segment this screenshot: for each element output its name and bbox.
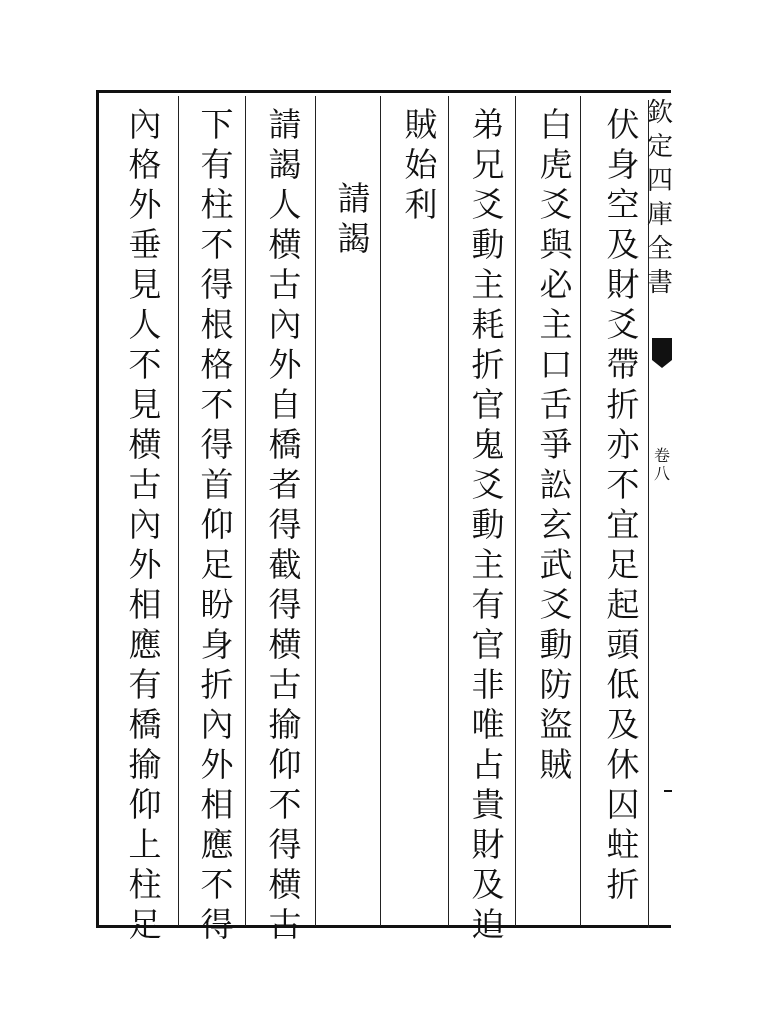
text-character: 與: [539, 225, 573, 264]
text-column-8: [196, 105, 238, 948]
text-character: 不: [200, 385, 234, 424]
text-character: 低: [606, 665, 640, 704]
text-character: 得: [200, 425, 234, 464]
margin-char: 卷: [653, 446, 670, 465]
text-character: 垂: [128, 225, 162, 264]
text-character: 仰: [128, 785, 162, 824]
margin-char: 庫: [646, 200, 673, 230]
text-character: 囚: [606, 785, 640, 824]
text-character: 爻: [539, 185, 573, 224]
text-column-4: [400, 105, 442, 228]
text-character: 折: [606, 385, 640, 424]
text-character: 爻: [606, 305, 640, 344]
column-rule: [515, 96, 516, 926]
text-character: 仰: [268, 745, 302, 784]
text-character: 得: [268, 585, 302, 624]
text-character: 謁: [268, 145, 302, 184]
text-character: 休: [606, 745, 640, 784]
text-character: 玄: [539, 505, 573, 544]
margin-char: 書: [646, 268, 673, 298]
page-frame-border: [96, 90, 671, 928]
text-character: 財: [471, 825, 505, 864]
text-character: 伏: [606, 105, 640, 144]
text-character: 官: [471, 385, 505, 424]
text-character: 折: [200, 665, 234, 704]
text-character: 不: [268, 785, 302, 824]
margin-char: 欽: [646, 98, 673, 128]
margin-char: 定: [646, 132, 673, 162]
text-character: 得: [268, 505, 302, 544]
text-character: 有: [200, 145, 234, 184]
text-character: 自: [268, 385, 302, 424]
text-character: 迫: [471, 905, 505, 944]
column-rule: [380, 96, 381, 926]
text-character: 必: [539, 265, 573, 304]
text-character: 揄: [268, 705, 302, 744]
column-rule: [315, 96, 316, 926]
text-character: 有: [128, 665, 162, 704]
text-character: 格: [200, 345, 234, 384]
text-character: 古: [268, 665, 302, 704]
text-character: 身: [200, 625, 234, 664]
text-character: 人: [128, 305, 162, 344]
text-character: 武: [539, 545, 573, 584]
text-column-1: [602, 105, 644, 908]
text-column-6: [333, 179, 375, 262]
text-character: 不: [128, 345, 162, 384]
text-character: 身: [606, 145, 640, 184]
text-character: 及: [606, 225, 640, 264]
text-column-2: [535, 105, 577, 788]
text-character: 財: [606, 265, 640, 304]
text-character: 得: [268, 825, 302, 864]
fishtail-mark: [652, 338, 672, 360]
text-character: 足: [606, 545, 640, 584]
text-character: 外: [128, 185, 162, 224]
text-character: 防: [539, 665, 573, 704]
text-character: 相: [200, 785, 234, 824]
text-character: 請: [268, 105, 302, 144]
text-character: 不: [606, 465, 640, 504]
text-character: 柱: [200, 185, 234, 224]
margin-edge-mark: [664, 790, 672, 792]
text-character: 官: [471, 625, 505, 664]
text-character: 舌: [539, 385, 573, 424]
text-character: 古: [128, 465, 162, 504]
text-character: 不: [200, 865, 234, 904]
column-rule: [448, 96, 449, 926]
text-character: 請: [337, 179, 371, 218]
text-character: 利: [404, 185, 438, 224]
text-character: 外: [200, 745, 234, 784]
text-character: 頭: [606, 625, 640, 664]
text-character: 得: [200, 905, 234, 944]
text-character: 主: [471, 545, 505, 584]
text-character: 外: [268, 345, 302, 384]
text-character: 帶: [606, 345, 640, 384]
text-character: 非: [471, 665, 505, 704]
text-character: 古: [268, 265, 302, 304]
text-character: 截: [268, 545, 302, 584]
text-character: 古: [268, 905, 302, 944]
text-character: 唯: [471, 705, 505, 744]
text-character: 不: [200, 225, 234, 264]
text-character: 下: [200, 105, 234, 144]
text-character: 謁: [337, 219, 371, 258]
column-rule: [245, 96, 246, 926]
text-character: 柱: [128, 865, 162, 904]
text-character: 上: [128, 825, 162, 864]
text-character: 横: [268, 225, 302, 264]
text-character: 橋: [268, 425, 302, 464]
text-character: 相: [128, 585, 162, 624]
text-character: 主: [539, 305, 573, 344]
text-character: 橋: [128, 705, 162, 744]
text-character: 訟: [539, 465, 573, 504]
text-character: 有: [471, 585, 505, 624]
column-rule: [580, 96, 581, 926]
text-character: 弟: [471, 105, 505, 144]
text-character: 動: [539, 625, 573, 664]
text-character: 主: [471, 265, 505, 304]
text-character: 動: [471, 505, 505, 544]
text-character: 横: [268, 865, 302, 904]
text-character: 口: [539, 345, 573, 384]
text-character: 根: [200, 305, 234, 344]
text-character: 盜: [539, 705, 573, 744]
margin-char: 八: [653, 464, 670, 483]
text-character: 揄: [128, 745, 162, 784]
text-character: 足: [200, 545, 234, 584]
text-character: 爭: [539, 425, 573, 464]
text-character: 賊: [539, 745, 573, 784]
margin-juan-number: [652, 448, 672, 484]
text-character: 始: [404, 145, 438, 184]
text-character: 貴: [471, 785, 505, 824]
text-character: 仰: [200, 505, 234, 544]
text-character: 賊: [404, 105, 438, 144]
text-character: 空: [606, 185, 640, 224]
text-character: 動: [471, 225, 505, 264]
text-character: 應: [200, 825, 234, 864]
text-character: 爻: [539, 585, 573, 624]
text-character: 首: [200, 465, 234, 504]
text-character: 折: [471, 345, 505, 384]
text-character: 兄: [471, 145, 505, 184]
text-character: 足: [128, 905, 162, 944]
text-character: 鬼: [471, 425, 505, 464]
text-character: 及: [471, 865, 505, 904]
text-character: 爻: [471, 465, 505, 504]
text-character: 白: [539, 105, 573, 144]
text-character: 蛀: [606, 825, 640, 864]
text-character: 者: [268, 465, 302, 504]
text-character: 及: [606, 705, 640, 744]
text-character: 人: [268, 185, 302, 224]
margin-char: 全: [646, 234, 673, 264]
text-column-9: [124, 105, 166, 948]
text-character: 格: [128, 145, 162, 184]
text-character: 爻: [471, 185, 505, 224]
text-character: 宜: [606, 505, 640, 544]
text-character: 横: [268, 625, 302, 664]
margin-char: 四: [646, 166, 673, 196]
text-character: 占: [471, 745, 505, 784]
text-character: 耗: [471, 305, 505, 344]
text-character: 內: [268, 305, 302, 344]
text-character: 得: [200, 265, 234, 304]
text-column-3: [467, 105, 509, 948]
text-character: 內: [200, 705, 234, 744]
text-character: 外: [128, 545, 162, 584]
text-character: 應: [128, 625, 162, 664]
text-character: 內: [128, 105, 162, 144]
column-rule: [178, 96, 179, 926]
text-character: 見: [128, 265, 162, 304]
text-character: 虎: [539, 145, 573, 184]
text-character: 見: [128, 385, 162, 424]
text-character: 横: [128, 425, 162, 464]
margin-book-title: [646, 100, 674, 304]
text-character: 內: [128, 505, 162, 544]
text-character: 折: [606, 865, 640, 904]
text-column-7: [264, 105, 306, 948]
text-character: 亦: [606, 425, 640, 464]
text-character: 盼: [200, 585, 234, 624]
text-character: 起: [606, 585, 640, 624]
